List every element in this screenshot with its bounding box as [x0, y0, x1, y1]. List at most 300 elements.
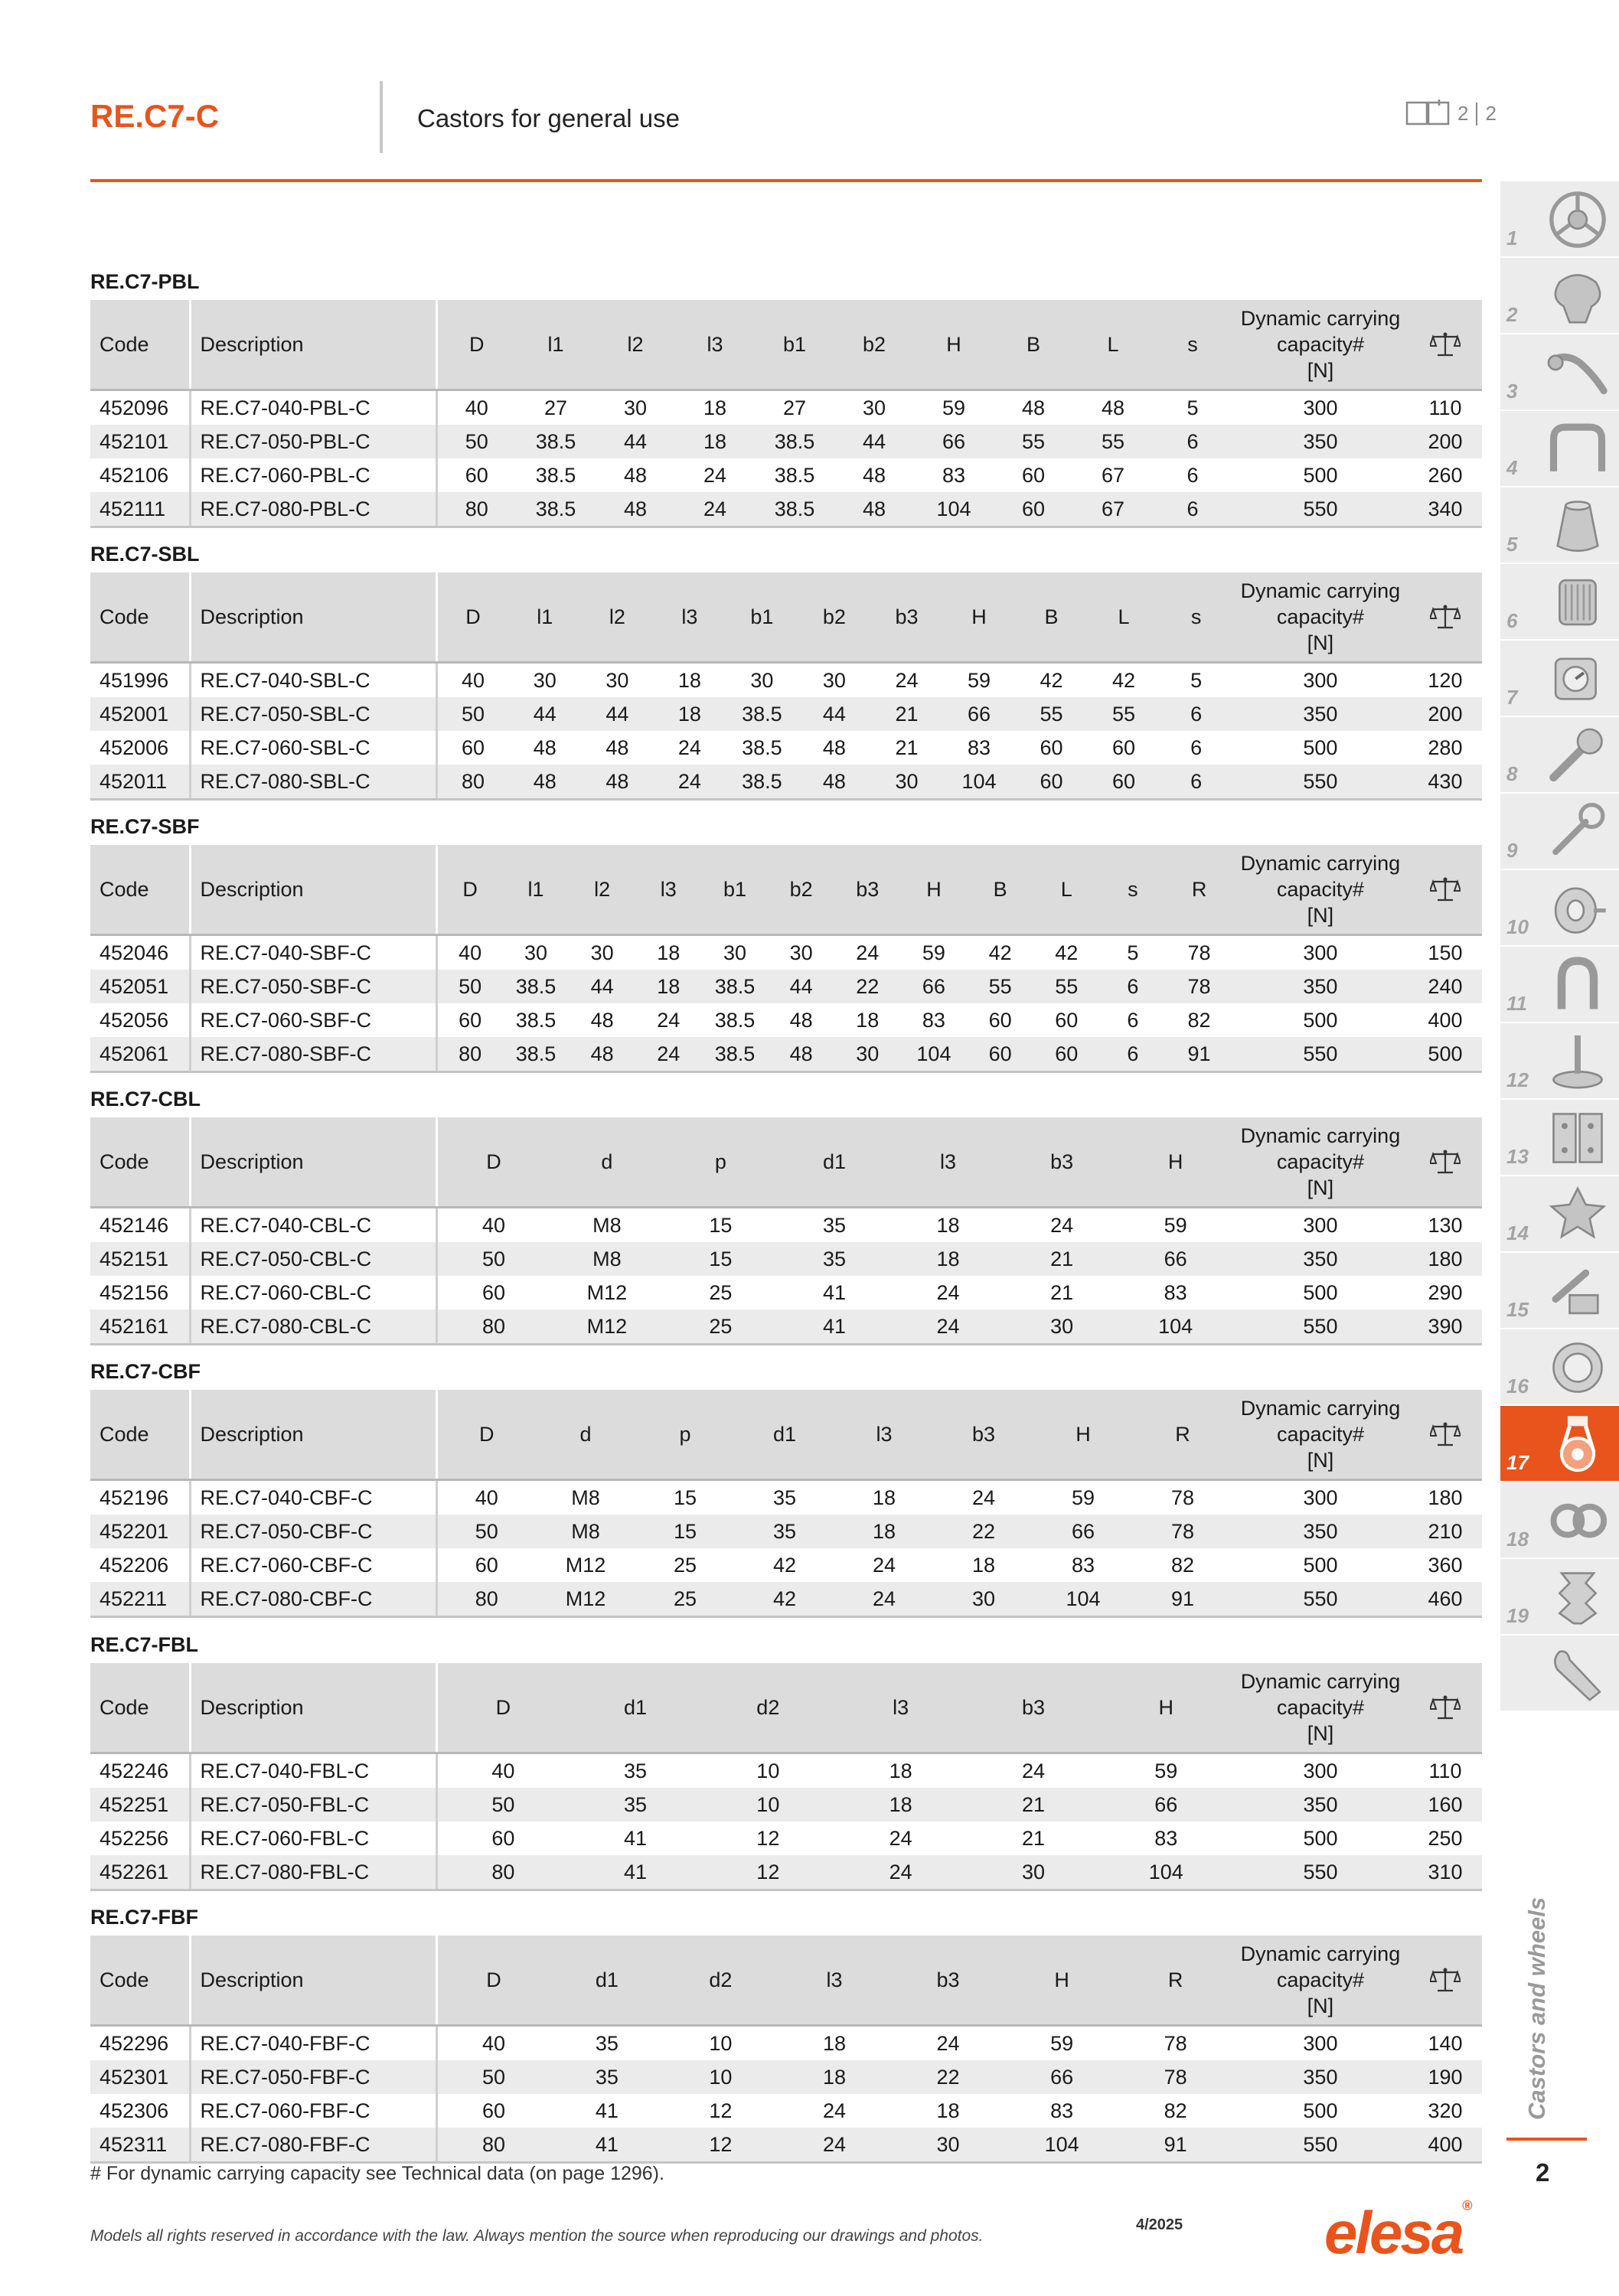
current-page: 2 — [1457, 102, 1469, 125]
table-cell: 24 — [834, 1855, 967, 1890]
sidebar-tab-number: 4 — [1506, 456, 1518, 479]
table-cell: 60 — [475, 1553, 498, 1577]
brand-name: elesa — [1324, 2199, 1463, 2266]
table-cell: 18 — [822, 2031, 846, 2055]
table-cell: 30 — [862, 396, 886, 419]
cell-code: 452006 — [90, 731, 190, 765]
column-header-l2: l2 — [596, 300, 675, 390]
table-cell: 48 — [834, 492, 914, 527]
table-cell: 104 — [1033, 1582, 1133, 1617]
table-cell: 38.5 — [503, 1037, 570, 1072]
table-cell: 130 — [1428, 1213, 1463, 1237]
cell-code: 452256 — [90, 1821, 190, 1855]
table-header-row — [90, 1390, 1482, 1480]
cell-description: RE.C7-050-FBL-C — [190, 1788, 436, 1821]
section-title: RE.C7-CBF — [90, 1360, 201, 1383]
table-cell: 24 — [936, 1280, 960, 1304]
table-cell: 44 — [581, 697, 654, 731]
table-cell: M8 — [571, 1486, 600, 1509]
table-cell: 48 — [509, 765, 582, 800]
table-cell: 78 — [1118, 2060, 1232, 2094]
table-cell: 15 — [664, 1242, 778, 1276]
table-cell: 48 — [569, 1037, 635, 1072]
table-cell: 30 — [723, 941, 746, 964]
column-header-description: Description — [190, 1663, 436, 1753]
table-cell: 21 — [967, 1788, 1099, 1821]
table-cell: 35 — [623, 1759, 648, 1782]
sidebar-tab-12[interactable] — [1500, 1023, 1619, 1100]
spec-table — [90, 1390, 1482, 1618]
column-header-code: Code — [90, 1936, 190, 2026]
table-cell: 82 — [1164, 2099, 1187, 2122]
table-cell: 240 — [1408, 970, 1482, 1003]
table-cell: 60 — [1040, 735, 1063, 759]
cell-description: RE.C7-050-SBL-C — [190, 697, 436, 731]
sidebar-tab-14[interactable] — [1500, 1176, 1619, 1253]
column-header-description: Description — [190, 845, 436, 935]
table-cell: 50 — [436, 970, 503, 1003]
column-header-capacity — [1232, 1936, 1408, 2026]
cell-description: RE.C7-080-FBF-C — [190, 2128, 436, 2163]
sidebar-tab-number: 14 — [1506, 1221, 1529, 1244]
sidebar-tab-3[interactable] — [1500, 334, 1619, 411]
table-cell: 44 — [798, 697, 871, 731]
table-cell: 22 — [891, 2060, 1005, 2094]
hinge-icon — [1546, 1106, 1610, 1174]
table-cell: 110 — [1428, 1759, 1462, 1782]
table-cell: 24 — [971, 1486, 996, 1509]
table-cell: 48 — [1101, 396, 1125, 419]
table-cell: 430 — [1408, 765, 1482, 800]
table-cell: 10 — [702, 1788, 834, 1821]
table-cell: 12 — [709, 2099, 733, 2122]
table-cell: 400 — [1408, 2128, 1482, 2163]
sidebar-tab-15[interactable] — [1500, 1253, 1619, 1329]
column-header-h: H — [914, 300, 994, 390]
column-header-capacity — [1232, 1390, 1408, 1480]
column-header-weight — [1408, 300, 1482, 390]
column-header-weight — [1408, 572, 1482, 663]
table-cell: 6 — [1160, 765, 1232, 800]
sidebar-tab-16[interactable] — [1500, 1329, 1619, 1406]
table-cell: 48 — [581, 765, 654, 800]
column-header-d: D — [436, 1117, 550, 1208]
buffer-icon — [1546, 876, 1610, 944]
capacity-label: Dynamic carrying capacity# [N] — [1240, 1397, 1401, 1472]
table-cell: 66 — [1005, 2060, 1119, 2094]
column-header-d1: d1 — [569, 1663, 701, 1753]
table-cell: 44 — [509, 697, 582, 731]
sidebar-tab-13[interactable] — [1500, 1100, 1619, 1176]
total-pages: 2 — [1485, 102, 1497, 125]
column-header-code: Code — [90, 1117, 190, 1208]
oil-cap-icon — [1546, 1336, 1610, 1404]
table-cell: 30 — [623, 396, 648, 419]
table-row — [90, 1309, 1482, 1345]
table-cell: 35 — [550, 2060, 664, 2094]
sidebar-tab-4[interactable] — [1500, 411, 1619, 488]
table-cell: 60 — [491, 1826, 515, 1850]
table-row — [90, 1037, 1482, 1072]
table-cell: 78 — [1133, 1515, 1232, 1548]
sidebar-tab-17[interactable] — [1500, 1406, 1619, 1482]
table-row — [90, 663, 1482, 698]
page-number: 2 — [1536, 2158, 1550, 2187]
column-header-capacity — [1232, 1663, 1408, 1753]
table-row — [90, 1515, 1482, 1548]
column-header-b1: b1 — [755, 300, 834, 390]
sidebar-tab-7[interactable] — [1500, 641, 1619, 717]
table-cell: 38.5 — [774, 463, 815, 487]
table-row — [90, 765, 1482, 800]
table-cell: 350 — [1232, 1242, 1408, 1276]
table-cell: M12 — [550, 1309, 664, 1345]
table-cell: 59 — [942, 396, 966, 419]
sidebar-tab-number: 15 — [1506, 1298, 1529, 1321]
table-cell: 300 — [1303, 396, 1338, 419]
cell-description: RE.C7-040-FBF-C — [190, 2026, 436, 2061]
table-cell: 40 — [491, 1759, 515, 1782]
table-cell: 25 — [673, 1553, 697, 1577]
table-cell: 18 — [654, 697, 726, 731]
threaded-knob-icon — [1546, 570, 1610, 638]
table-section-re-c7-cbf — [90, 1358, 1482, 1618]
tube-clamp-icon — [1546, 1489, 1610, 1557]
table-cell: 66 — [901, 970, 968, 1003]
table-cell: 160 — [1408, 1788, 1482, 1821]
sidebar-tab-8[interactable] — [1500, 717, 1619, 794]
column-header-d1: d1 — [735, 1390, 834, 1480]
table-cell: 30 — [891, 2128, 1005, 2163]
table-row — [90, 1582, 1482, 1617]
column-header-capacity — [1232, 845, 1408, 935]
column-header-b2: b2 — [768, 845, 834, 935]
sidebar-tab-number: 7 — [1506, 686, 1518, 709]
sidebar-tab-1[interactable] — [1500, 181, 1619, 258]
cell-description: RE.C7-040-PBL-C — [190, 390, 436, 426]
cone-knob-icon — [1546, 494, 1610, 562]
indexing-plunger-icon — [1546, 723, 1610, 791]
table-cell: 280 — [1428, 735, 1463, 759]
table-cell: 78 — [1170, 1486, 1195, 1509]
column-header-description: Description — [190, 1390, 436, 1480]
table-header-row — [90, 1117, 1482, 1208]
table-header-row — [90, 845, 1482, 935]
column-header-weight — [1408, 1936, 1482, 2026]
table-cell: 83 — [1071, 1553, 1095, 1577]
table-cell: 18 — [703, 396, 727, 419]
table-cell: 210 — [1408, 1515, 1482, 1548]
table-cell: 55 — [994, 425, 1073, 458]
table-cell: 5 — [1190, 668, 1203, 692]
table-section-re-c7-sbl — [90, 540, 1482, 801]
table-cell: M8 — [592, 1213, 622, 1237]
table-cell: 91 — [1166, 1037, 1232, 1072]
table-cell: 18 — [971, 1553, 996, 1577]
table-cell: 10 — [756, 1759, 780, 1782]
table-row — [90, 492, 1482, 527]
table-cell: 24 — [936, 2031, 960, 2055]
column-header-s: s — [1100, 845, 1167, 935]
table-cell: 15 — [635, 1515, 735, 1548]
table-cell: 350 — [1232, 697, 1408, 731]
table-cell: 48 — [590, 1008, 614, 1032]
column-header-l1: l1 — [516, 300, 596, 390]
u-clamp-icon — [1546, 953, 1610, 1021]
table-cell: 82 — [1170, 1553, 1195, 1577]
table-cell: 15 — [709, 1213, 733, 1237]
table-cell: 18 — [936, 1213, 960, 1237]
table-row — [90, 2094, 1482, 2128]
sidebar-tab-number: 19 — [1506, 1604, 1529, 1627]
table-cell: 42 — [772, 1553, 797, 1577]
table-cell: 24 — [822, 2099, 846, 2122]
sidebar-tab-10[interactable] — [1500, 870, 1619, 947]
cell-description: RE.C7-080-FBL-C — [190, 1855, 436, 1890]
balance-scale-icon — [1413, 876, 1477, 902]
column-header-description: Description — [190, 1117, 436, 1208]
cell-description: RE.C7-060-FBF-C — [190, 2094, 436, 2128]
sidebar-tab-6[interactable] — [1500, 564, 1619, 641]
table-cell: 104 — [943, 765, 1016, 800]
table-cell: 83 — [922, 1008, 945, 1032]
column-header-weight — [1408, 1663, 1482, 1753]
column-header-r: R — [1118, 1936, 1232, 2026]
table-cell: 50 — [436, 1242, 550, 1276]
table-cell: 48 — [862, 463, 886, 487]
table-row — [90, 458, 1482, 492]
levelling-foot-icon — [1546, 1029, 1610, 1097]
table-cell: 60 — [967, 1037, 1033, 1072]
column-header-code: Code — [90, 1390, 190, 1480]
column-header-d2: d2 — [702, 1663, 834, 1753]
table-cell: 25 — [635, 1582, 735, 1617]
capacity-label: Dynamic carrying capacity# [N] — [1240, 1124, 1401, 1199]
column-header-r: R — [1133, 1390, 1232, 1480]
column-header-b2: b2 — [834, 300, 914, 390]
registered-mark: ® — [1462, 2198, 1473, 2213]
table-cell: 42 — [1112, 668, 1136, 692]
table-cell: 21 — [895, 735, 919, 759]
table-cell: 48 — [605, 735, 629, 759]
table-cell: 66 — [914, 425, 994, 458]
cell-code: 452201 — [90, 1515, 190, 1548]
table-cell: 30 — [834, 1037, 901, 1072]
sidebar-tab-11[interactable] — [1500, 947, 1619, 1023]
table-row — [90, 1276, 1482, 1309]
table-cell: 60 — [482, 2099, 506, 2122]
column-header-b1: b1 — [726, 572, 798, 663]
sidebar-tab-number: 13 — [1506, 1145, 1529, 1168]
table-cell: 18 — [834, 1788, 967, 1821]
table-cell: 104 — [1118, 1309, 1232, 1345]
sidebar-tab-number: 17 — [1506, 1451, 1529, 1474]
spec-table — [90, 300, 1482, 528]
section-title: RE.C7-FBL — [90, 1633, 198, 1656]
capacity-label: Dynamic carrying capacity# [N] — [1240, 307, 1401, 382]
table-cell: 59 — [1050, 2031, 1074, 2055]
column-header-h: H — [1118, 1117, 1232, 1208]
column-header-d1: d1 — [550, 1936, 664, 2026]
sidebar-tab-tools[interactable] — [1500, 1636, 1619, 1712]
table-cell: 83 — [1050, 2099, 1074, 2122]
table-cell: 48 — [798, 765, 871, 800]
table-cell: 104 — [1005, 2128, 1119, 2163]
cell-code: 452146 — [90, 1208, 190, 1243]
column-header-weight — [1408, 1390, 1482, 1480]
column-header-b: B — [1015, 572, 1088, 663]
table-cell: 30 — [1005, 1309, 1119, 1345]
table-cell: 180 — [1408, 1242, 1482, 1276]
table-cell: 12 — [664, 2128, 778, 2163]
table-cell: 38.5 — [714, 1008, 756, 1032]
table-cell: 66 — [943, 697, 1016, 731]
table-cell: 6 — [1153, 492, 1232, 527]
table-row — [90, 2026, 1482, 2061]
table-cell: 30 — [870, 765, 943, 800]
table-cell: 41 — [778, 1309, 892, 1345]
spec-table — [90, 1936, 1482, 2164]
section-title: RE.C7-FBF — [90, 1906, 198, 1929]
table-header-row — [90, 1663, 1482, 1753]
table-cell: 18 — [778, 2060, 892, 2094]
cell-code: 452106 — [90, 458, 190, 492]
column-header-b3: b3 — [834, 845, 901, 935]
cell-code: 452061 — [90, 1037, 190, 1072]
balance-scale-icon — [1413, 1149, 1477, 1175]
table-cell: 50 — [436, 697, 509, 731]
table-section-re-c7-pbl — [90, 268, 1482, 528]
table-cell: 67 — [1073, 492, 1153, 527]
capacity-label: Dynamic carrying capacity# [N] — [1240, 852, 1401, 927]
column-header-d2: d2 — [664, 1936, 778, 2026]
table-cell: 78 — [1164, 2031, 1187, 2055]
cell-code: 452151 — [90, 1242, 190, 1276]
column-header-l: L — [1073, 300, 1153, 390]
table-cell: 59 — [922, 941, 945, 964]
table-cell: 41 — [569, 1855, 701, 1890]
spec-table — [90, 1117, 1482, 1345]
category-label: Castors and wheels — [1523, 1896, 1550, 2120]
table-cell: 5 — [1127, 941, 1139, 964]
table-cell: 42 — [1055, 941, 1079, 964]
table-cell: 24 — [872, 1553, 896, 1577]
table-row — [90, 1548, 1482, 1582]
table-row — [90, 425, 1482, 458]
cell-code: 452156 — [90, 1276, 190, 1309]
spec-table — [90, 1663, 1482, 1891]
table-cell: 30 — [750, 668, 774, 692]
table-cell: 91 — [1118, 2128, 1232, 2163]
table-section-re-c7-sbf — [90, 813, 1482, 1073]
column-header-b3: b3 — [1005, 1117, 1119, 1208]
balance-scale-icon — [1413, 1967, 1477, 1993]
sidebar-tab-5[interactable] — [1500, 488, 1619, 564]
table-cell: 350 — [1232, 1515, 1408, 1548]
table-cell: 67 — [1101, 463, 1125, 487]
table-cell: 21 — [1050, 1280, 1074, 1304]
table-cell: 80 — [436, 1309, 550, 1345]
table-cell: 80 — [436, 2128, 550, 2163]
table-cell: 550 — [1232, 492, 1408, 527]
table-cell: 24 — [895, 668, 919, 692]
table-cell: 42 — [735, 1582, 834, 1617]
table-cell: 48 — [768, 1037, 834, 1072]
table-cell: 38.5 — [726, 765, 798, 800]
table-cell: 48 — [533, 735, 557, 759]
sidebar-tab-2[interactable] — [1500, 258, 1619, 334]
table-cell: 300 — [1303, 2031, 1338, 2055]
cell-code: 452051 — [90, 970, 190, 1003]
table-cell: 41 — [595, 2099, 619, 2122]
edition-date: 4/2025 — [1136, 2216, 1183, 2233]
cell-code: 452206 — [90, 1548, 190, 1582]
cell-code: 452306 — [90, 2094, 190, 2128]
table-cell: 38.5 — [755, 492, 834, 527]
column-header-p: p — [635, 1390, 735, 1480]
column-header-d: D — [436, 1936, 550, 2026]
table-cell: 500 — [1303, 1826, 1338, 1850]
header-rule — [90, 179, 1482, 182]
table-cell: 360 — [1428, 1553, 1463, 1577]
table-cell: 59 — [1071, 1486, 1095, 1509]
table-cell: 40 — [465, 396, 488, 419]
cell-description: RE.C7-050-SBF-C — [190, 970, 436, 1003]
table-cell: 500 — [1408, 1037, 1482, 1072]
open-book-icon — [1405, 98, 1450, 129]
column-header-s: s — [1160, 572, 1232, 663]
table-cell: 44 — [569, 970, 635, 1003]
column-header-weight — [1408, 1117, 1482, 1208]
column-header-d: D — [436, 1390, 536, 1480]
table-cell: 30 — [533, 668, 557, 692]
table-cell: 83 — [967, 735, 991, 759]
table-cell: 60 — [462, 735, 485, 759]
table-cell: 27 — [782, 396, 807, 419]
table-cell: 500 — [1303, 2099, 1338, 2122]
table-cell: 82 — [1187, 1008, 1211, 1032]
sidebar-tab-18[interactable] — [1500, 1482, 1619, 1559]
table-cell: 290 — [1428, 1280, 1463, 1304]
cell-description: RE.C7-080-CBF-C — [190, 1582, 436, 1617]
table-cell: 140 — [1428, 2031, 1463, 2055]
column-header-code: Code — [90, 845, 190, 935]
spec-table — [90, 572, 1482, 801]
sidebar-tab-number: 11 — [1506, 992, 1527, 1015]
table-cell: 6 — [1160, 697, 1232, 731]
column-header-description: Description — [190, 572, 436, 663]
table-cell: 60 — [465, 463, 488, 487]
table-cell: 550 — [1232, 1309, 1408, 1345]
column-header-d: D — [436, 1663, 569, 1753]
sidebar-tab-19[interactable] — [1500, 1559, 1619, 1636]
table-header-row — [90, 572, 1482, 663]
table-row — [90, 1821, 1482, 1855]
column-header-capacity — [1232, 300, 1408, 390]
column-header-description: Description — [190, 300, 436, 390]
table-cell: 48 — [596, 492, 675, 527]
table-cell: 18 — [677, 668, 701, 692]
header-divider — [380, 81, 383, 153]
sidebar-tab-9[interactable] — [1500, 794, 1619, 870]
table-cell: 40 — [482, 1213, 506, 1237]
table-cell: 18 — [872, 1486, 896, 1509]
sidebar-tab-number: 2 — [1506, 303, 1518, 326]
table-cell: 30 — [822, 668, 846, 692]
table-cell: 30 — [789, 941, 813, 964]
table-cell: 24 — [891, 1309, 1005, 1345]
table-cell: 500 — [1303, 1008, 1338, 1032]
